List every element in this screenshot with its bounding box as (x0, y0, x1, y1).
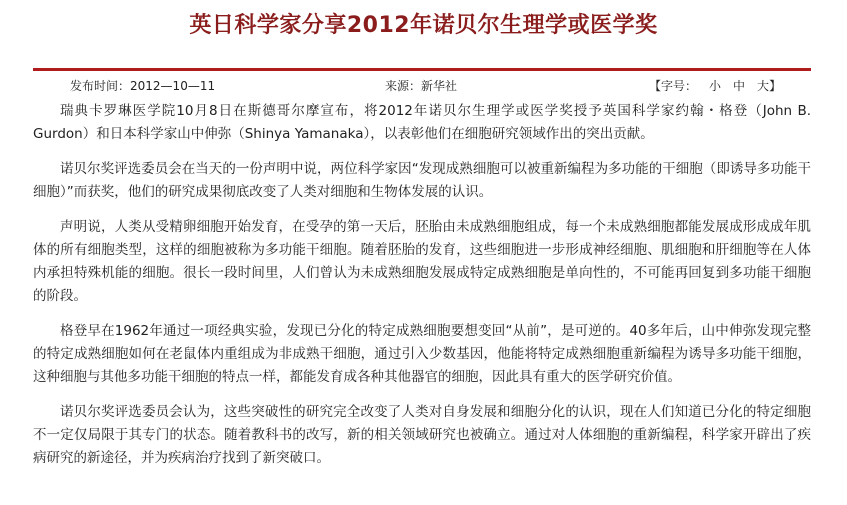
publish-date: 2012—10—11 (130, 79, 216, 93)
font-size-close: 】 (769, 79, 782, 93)
article-title: 英日科学家分享2012年诺贝尔生理学或医学奖 (189, 13, 658, 38)
font-size-open: 【字号： (649, 79, 698, 93)
publish-label: 发布时间： (70, 79, 131, 93)
font-size-small-link[interactable]: 小 (709, 79, 722, 93)
source-info (385, 76, 457, 96)
source-name: 新华社 (421, 79, 458, 93)
paragraph: 瑞典卡罗琳医学院10月8日在斯德哥尔摩宣布，将2012年诺贝尔生理学或医学奖授予英国科学家约翰・格登（John B. Gurdon）和日本科学家山中伸弥（Shinya Yamanaka），以表彰他们在细胞研究领域作出的突出贡献。 (33, 103, 811, 142)
paragraph: 诺贝尔奖评选委员会认为，这些突破性的研究完全改变了人类对自身发展和细胞分化的认识，现在人们知道已分化的特定细胞不一定仅局限于其专门的状态。随着教科书的改写，新的相关领域研究也被确立。通过对人体细胞的重新编程，科学家开辟出了疾病研究的新途径，并为疾病治疗找到了新突破口。 (33, 404, 811, 466)
paragraph: 诺贝尔奖评选委员会在当天的一份声明中说，两位科学家因“发现成熟细胞可以被重新编程为多功能的干细胞（即诱导多功能干细胞）”而获奖，他们的研究成果彻底改变了人类对细胞和生物体发展的认识。 (33, 161, 811, 200)
source-label: 来源： (385, 79, 422, 93)
title-divider (33, 68, 811, 71)
article-body (33, 100, 811, 482)
paragraph: 声明说，人类从受精卵细胞开始发育，在受孕的第一天后，胚胎由未成熟细胞组成，每一个未成熟细胞都能发展成形成成年肌体的所有细胞类型，这样的细胞被称为多功能干细胞。随着胚胎的发育，这些细胞进一步形成神经细胞、肌细胞和肝细胞等在人体内承担特殊机能的细胞。很长一段时间里，人们曾认为未成熟细胞发展成特定成熟细胞是单向性的，不可能再回复到多功能干细胞的阶段。 (33, 219, 811, 304)
publish-info (70, 76, 215, 96)
font-size-large-link[interactable]: 大 (757, 79, 770, 93)
article-meta-bar (33, 76, 811, 96)
paragraph: 格登早在1962年通过一项经典实验，发现已分化的特定成熟细胞要想变回“从前”，是可逆的。40多年后，山中伸弥发现完整的特定成熟细胞如何在老鼠体内重组成为非成熟干细胞，通过引入少数基因，他能将特定成熟细胞重新编程为诱导多功能干细胞，这种细胞与其他多功能干细胞的特点一样，都能发育成各种其他器官的细胞，因此具有重大的医学研究价值。 (33, 323, 811, 385)
font-size-switcher (649, 76, 781, 96)
font-size-medium-link[interactable]: 中 (733, 79, 746, 93)
